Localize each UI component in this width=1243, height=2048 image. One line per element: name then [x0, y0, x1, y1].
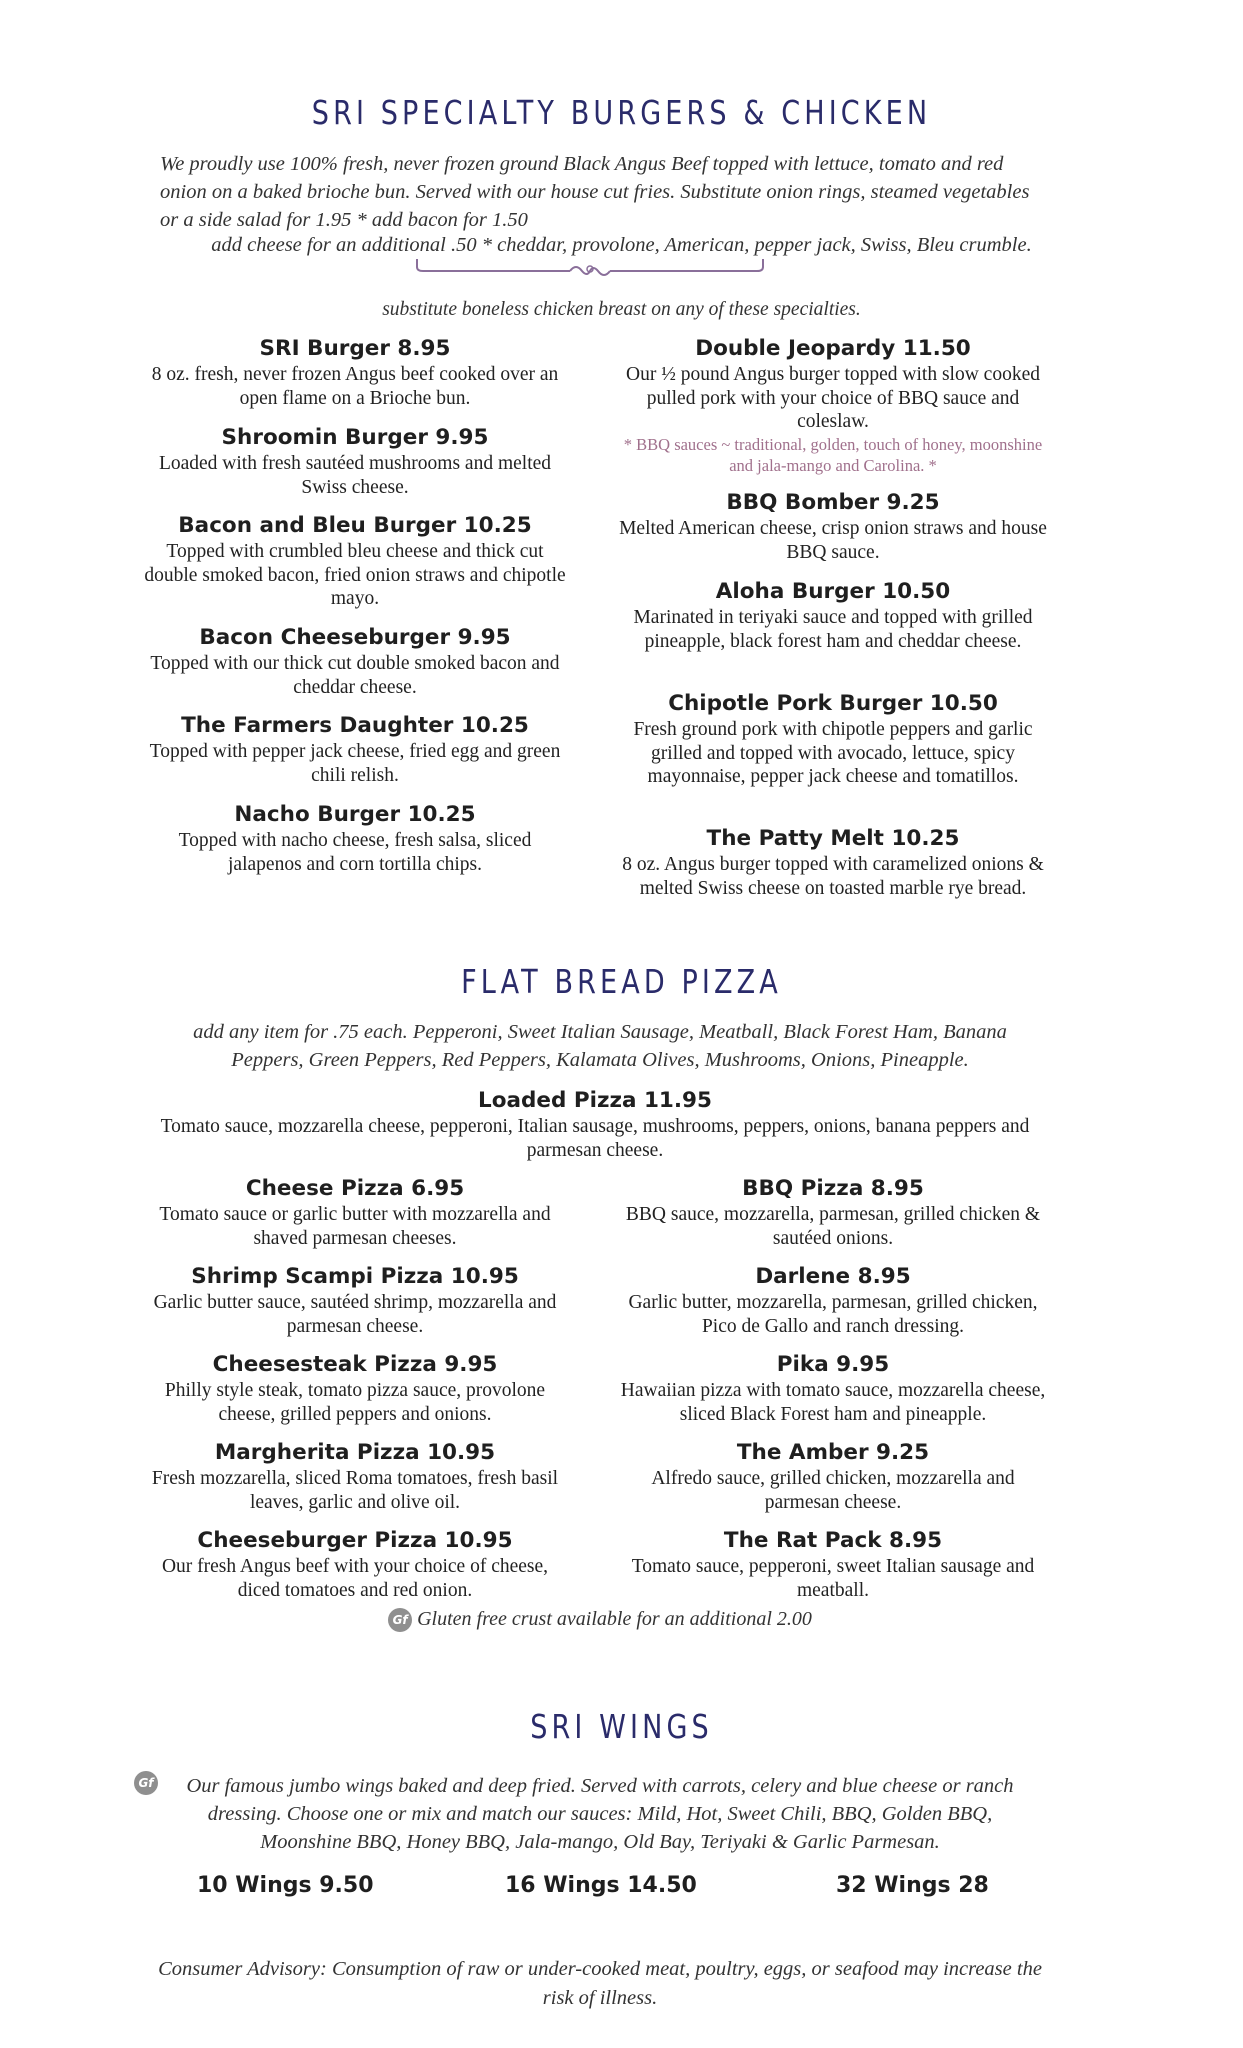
menu-item	[140, 1527, 570, 1602]
menu-item	[140, 624, 570, 699]
item-description: Garlic butter sauce, sautéed shrimp, mozzarella and parmesan cheese.	[153, 1292, 557, 1337]
gluten-free-text: Gluten free crust available for an additional 2.00	[417, 1608, 812, 1630]
menu-item	[140, 801, 570, 876]
item-description: Topped with nacho cheese, fresh salsa, sliced jalapenos and corn tortilla chips.	[178, 830, 532, 875]
item-description: Alfredo sauce, grilled chicken, mozzarella and parmesan cheese.	[651, 1468, 1015, 1513]
item-description: Melted American cheese, crisp onion straws and house BBQ sauce.	[619, 518, 1047, 563]
pizza-section-title: FLAT BREAD PIZZA	[461, 962, 782, 1001]
menu-item	[140, 335, 570, 410]
menu-item	[618, 489, 1048, 564]
item-description: 8 oz. fresh, never frozen Angus beef cooked over an open flame on a Brioche bun.	[151, 364, 559, 409]
item-name: Shroomin Burger 9.95	[221, 425, 489, 450]
menu-item	[140, 1351, 570, 1426]
item-name: Nacho Burger 10.25	[234, 802, 476, 827]
item-name: The Rat Pack 8.95	[723, 1528, 943, 1553]
wings-option: 32 Wings 28	[836, 1873, 989, 1898]
gluten-free-icon: Gf	[388, 1608, 412, 1632]
item-description: Fresh mozzarella, sliced Roma tomatoes, fresh basil leaves, garlic and olive oil.	[151, 1468, 559, 1513]
consumer-advisory: Consumer Advisory: Consumption of raw or under-cooked meat, poultry, eggs, or seafood may increase the risk of illness.	[158, 1958, 1042, 2009]
menu-item	[618, 825, 1048, 900]
item-description: Topped with crumbled bleu cheese and thick cut double smoked bacon, fried onion straws and chipotle mayo.	[144, 541, 566, 609]
item-description: Hawaiian pizza with tomato sauce, mozzarella cheese, sliced Black Forest ham and pineapple.	[620, 1380, 1046, 1425]
item-name: Shrimp Scampi Pizza 10.95	[191, 1264, 519, 1289]
item-description: Philly style steak, tomato pizza sauce, provolone cheese, grilled peppers and onions.	[164, 1380, 546, 1425]
item-name: Double Jeopardy 11.50	[695, 336, 971, 361]
item-name: Darlene 8.95	[755, 1264, 911, 1289]
item-name: BBQ Bomber 9.25	[726, 490, 940, 515]
item-name: The Farmers Daughter 10.25	[181, 713, 529, 738]
item-description: BBQ sauce, mozzarella, parmesan, grilled chicken & sautéed onions.	[625, 1204, 1041, 1249]
item-description: Marinated in teriyaki sauce and topped with grilled pineapple, black forest ham and cheddar cheese.	[633, 607, 1033, 652]
item-name: The Amber 9.25	[736, 1440, 930, 1465]
menu-item	[618, 335, 1048, 476]
menu-item	[618, 1175, 1048, 1250]
wings-option: 16 Wings 14.50	[505, 1873, 697, 1898]
burgers-cheese-note: add cheese for an additional .50 * cheddar, provolone, American, pepper jack, Swiss, Bleu crumble.	[211, 234, 1032, 256]
item-description: Our ½ pound Angus burger topped with slow cooked pulled pork with your choice of BBQ sauce and coleslaw.	[626, 364, 1040, 432]
item-name: Chipotle Pork Burger 10.50	[668, 691, 998, 716]
item-description: Loaded with fresh sautéed mushrooms and melted Swiss cheese.	[158, 453, 552, 498]
menu-item	[140, 512, 570, 611]
item-name: BBQ Pizza 8.95	[742, 1176, 924, 1201]
item-description: 8 oz. Angus burger topped with caramelized onions & melted Swiss cheese on toasted marble rye bread.	[622, 854, 1044, 899]
item-name: Pika 9.95	[776, 1352, 890, 1377]
chicken-substitute-note: substitute boneless chicken breast on any of these specialties.	[382, 299, 861, 320]
item-name: Loaded Pizza 11.95	[478, 1088, 712, 1113]
item-name: SRI Burger 8.95	[259, 336, 451, 361]
item-name: Margherita Pizza 10.95	[214, 1440, 496, 1465]
item-description: Tomato sauce, pepperoni, sweet Italian sausage and meatball.	[631, 1556, 1035, 1601]
item-description: Fresh ground pork with chipotle peppers and garlic grilled and topped with avocado, lettuce, spicy mayonnaise, pepper jack cheese and tomatillos.	[633, 719, 1033, 787]
item-description: Tomato sauce, mozzarella cheese, pepperoni, Italian sausage, mushrooms, peppers, onions, banana peppers and parmesan cheese.	[160, 1116, 1030, 1161]
item-description: Garlic butter, mozzarella, parmesan, grilled chicken, Pico de Gallo and ranch dressing.	[628, 1292, 1038, 1337]
item-name: Bacon Cheeseburger 9.95	[199, 625, 511, 650]
burgers-section-title: SRI SPECIALTY BURGERS & CHICKEN	[311, 93, 932, 132]
wings-option: 10 Wings 9.50	[197, 1873, 374, 1898]
menu-item	[140, 712, 570, 787]
menu-item	[618, 1351, 1048, 1426]
gluten-free-icon: Gf	[134, 1771, 158, 1795]
item-name: The Patty Melt 10.25	[706, 826, 960, 851]
item-name: Bacon and Bleu Burger 10.25	[178, 513, 532, 538]
item-description: Our fresh Angus beef with your choice of cheese, diced tomatoes and red onion.	[161, 1556, 549, 1601]
item-description: Topped with our thick cut double smoked bacon and cheddar cheese.	[150, 653, 560, 698]
menu-item	[618, 690, 1048, 789]
item-name: Cheeseburger Pizza 10.95	[197, 1528, 513, 1553]
item-description: Tomato sauce or garlic butter with mozzarella and shaved parmesan cheeses.	[159, 1204, 551, 1249]
bbq-sauce-note: * BBQ sauces ~ traditional, golden, touch of honey, moonshine and jala-mango and Carolina. *	[623, 434, 1043, 475]
item-name: Aloha Burger 10.50	[715, 579, 951, 604]
item-name: Cheesesteak Pizza 9.95	[212, 1352, 498, 1377]
featured-pizza	[140, 1087, 1050, 1162]
menu-item	[618, 1439, 1048, 1514]
wings-section-title: SRI WINGS	[530, 1707, 713, 1746]
burgers-intro: We proudly use 100% fresh, never frozen ground Black Angus Beef topped with lettuce, tomato and red onion on a baked brioche bun. Served with our house cut fries. Substitute onion rings, steamed vegetables or a side salad for 1.95 * add bacon for 1.50	[160, 153, 1030, 231]
gluten-free-note	[200, 1605, 1000, 1633]
menu-item	[618, 578, 1048, 653]
wings-description: Our famous jumbo wings baked and deep fried. Served with carrots, celery and blue cheese or ranch dressing. Choose one or mix and match our sauces: Mild, Hot, Sweet Chili, BBQ, Golden BBQ, Moonshine BBQ, Honey BBQ, Jala-mango, Old Bay, Teriyaki & Garlic Parmesan.	[186, 1775, 1014, 1853]
menu-item	[140, 1175, 570, 1250]
menu-item	[140, 1263, 570, 1338]
pizza-toppings-note: add any item for .75 each. Pepperoni, Sweet Italian Sausage, Meatball, Black Forest Ham, Banana Peppers, Green Peppers, Red Peppers, Kalamata Olives, Mushrooms, Onions, Pineapple.	[193, 1021, 1007, 1071]
menu-item	[140, 1439, 570, 1514]
menu-item	[618, 1263, 1048, 1338]
menu-item	[140, 424, 570, 499]
menu-item	[618, 1527, 1048, 1602]
item-description: Topped with pepper jack cheese, fried egg and green chili relish.	[149, 741, 561, 786]
item-name: Cheese Pizza 6.95	[245, 1176, 465, 1201]
decorative-divider	[415, 255, 765, 281]
